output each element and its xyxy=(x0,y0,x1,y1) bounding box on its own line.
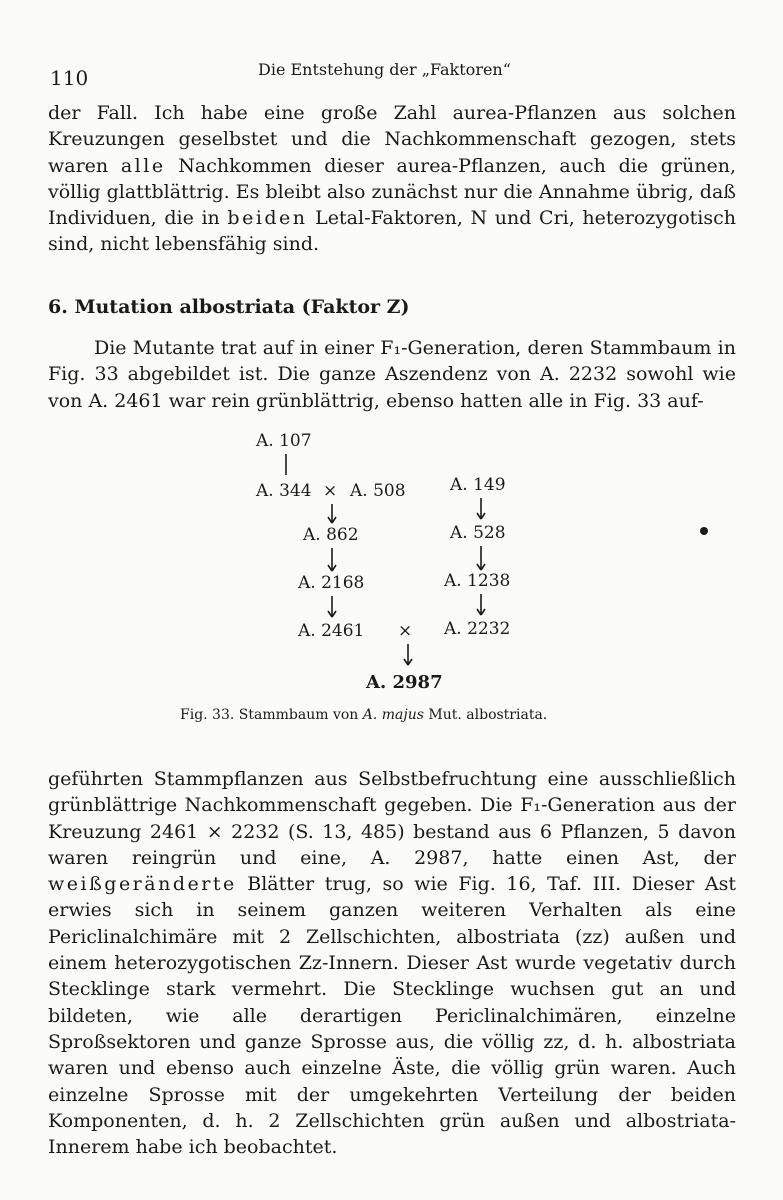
pedigree-node-a107: A. 107 xyxy=(256,431,312,451)
pedigree-arrowhead-1238-l xyxy=(477,564,481,570)
caption-text-post: Mut. albostriata. xyxy=(428,707,548,723)
pedigree-arrowhead-2461-l xyxy=(328,611,332,617)
pedigree-arrowhead-2987-l xyxy=(404,659,408,665)
pedigree-arrowhead-2461-r xyxy=(332,611,336,617)
pedigree-node-a528: A. 528 xyxy=(450,523,506,543)
caption-text-pre: Stammbaum von xyxy=(238,707,359,723)
pedigree-arrowhead-2232-r xyxy=(481,609,485,615)
pedigree-node-a344: A. 344 xyxy=(256,481,312,501)
pedigree-arrowhead-862-r xyxy=(332,517,336,523)
section-heading: 6. Mutation albostriata (Faktor Z) xyxy=(48,296,410,318)
ink-speck xyxy=(700,527,708,535)
paragraph-3 xyxy=(48,766,736,1160)
pedigree-arrowhead-528-l xyxy=(477,513,481,519)
pedigree-arrowhead-528-r xyxy=(481,513,485,519)
para2-text: Die Mutante trat auf in einer F₁-Generation, deren Stammbaum in Fig. 33 abgebildet ist. Die ganze Aszendenz von A. 2232 sowohl wie von A. 2461 war rein grünblättrig, ebenso hatten alle in Fig. 33 auf- xyxy=(48,337,736,412)
pedigree-arrowhead-1238-r xyxy=(481,564,485,570)
pedigree-arrowhead-2168-r xyxy=(332,565,336,571)
pedigree-node-a1238: A. 1238 xyxy=(444,571,511,591)
para3-spaced-word: weißgeränderte xyxy=(48,873,237,896)
para1-text-c: Letal-Faktoren, N und Cri, heterozygotisch sind, nicht lebensfähig sind. xyxy=(48,207,736,256)
para1-text-b: Nachkommen dieser aurea-Pflanzen, auch die grünen, völlig glattblättrig. Es bleibt also zunächst nur die Annahme übrig, daß Individuen, die in xyxy=(48,154,736,230)
pedigree-cross-1: × xyxy=(323,481,338,501)
pedigree-node-a862: A. 862 xyxy=(303,525,359,545)
page-number: 110 xyxy=(50,66,89,90)
pedigree-node-a2232: A. 2232 xyxy=(444,619,511,639)
paragraph-2 xyxy=(48,335,736,414)
paragraph-1 xyxy=(48,100,736,258)
para3-text-a: geführten Stammpflanzen aus Selbstbefruchtung eine ausschließlich grünblättrige Nachkommenschaft gegeben. Die F₁-Generation aus der Kreuzung 2461 × 2232 (S. 13, 485) bestand aus 6 Pflanzen, 5 davon waren reingrün und eine, A. 2987, hatte einen Ast, der xyxy=(48,768,736,869)
caption-species: A. majus xyxy=(362,707,424,723)
para3-text-b: Blätter trug, so wie Fig. 16, Taf. III. Dieser Ast erwies sich in seinem ganzen weiteren Verhalten als eine Periclinalchimäre mit 2 Zellschichten, albostriata (zz) außen und einem heterozygotischen Zz-Innern. Dieser Ast wurde vegetativ durch Stecklinge stark vermehrt. Die Stecklinge wuchsen gut an und bildeten, wie alle derartigen Periclinalchimären, einzelne Sproßsektoren und ganze Sprosse aus, die völlig zz, d. h. albostriata waren und ebenso auch einzelne Äste, die völlig grün waren. Auch einzelne Sprosse mit der umgekehrten Verteilung der beiden Komponenten, d. h. 2 Zellschichten grün außen und albostriata-Innerem habe ich beobachtet. xyxy=(48,873,736,1159)
pedigree-arrowhead-862-l xyxy=(328,517,332,523)
pedigree-node-a149: A. 149 xyxy=(450,475,506,495)
figure-caption xyxy=(180,707,547,723)
pedigree-arrowhead-2987-r xyxy=(408,659,412,665)
pedigree-arrowhead-2168-l xyxy=(328,565,332,571)
pedigree-node-a2168: A. 2168 xyxy=(298,573,365,593)
page-header xyxy=(50,58,723,88)
para1-spaced-alle: alle xyxy=(120,154,166,177)
para1-text-a: der Fall. Ich habe eine große Zahl aurea-Pflanzen aus solchen Kreuzungen geselbstet und die Nachkommenschaft gezogen, stets waren xyxy=(48,102,736,177)
pedigree-node-a508: A. 508 xyxy=(350,481,406,501)
pedigree-node-a2987: A. 2987 xyxy=(366,672,443,693)
para1-spaced-beiden: beiden xyxy=(227,207,308,230)
caption-fig-label: Fig. 33. xyxy=(180,707,235,723)
pedigree-cross-2: × xyxy=(398,621,413,641)
running-title: Die Entstehung der „Faktoren“ xyxy=(258,60,511,79)
pedigree-arrowhead-2232-l xyxy=(477,609,481,615)
pedigree-node-a2461: A. 2461 xyxy=(298,621,365,641)
